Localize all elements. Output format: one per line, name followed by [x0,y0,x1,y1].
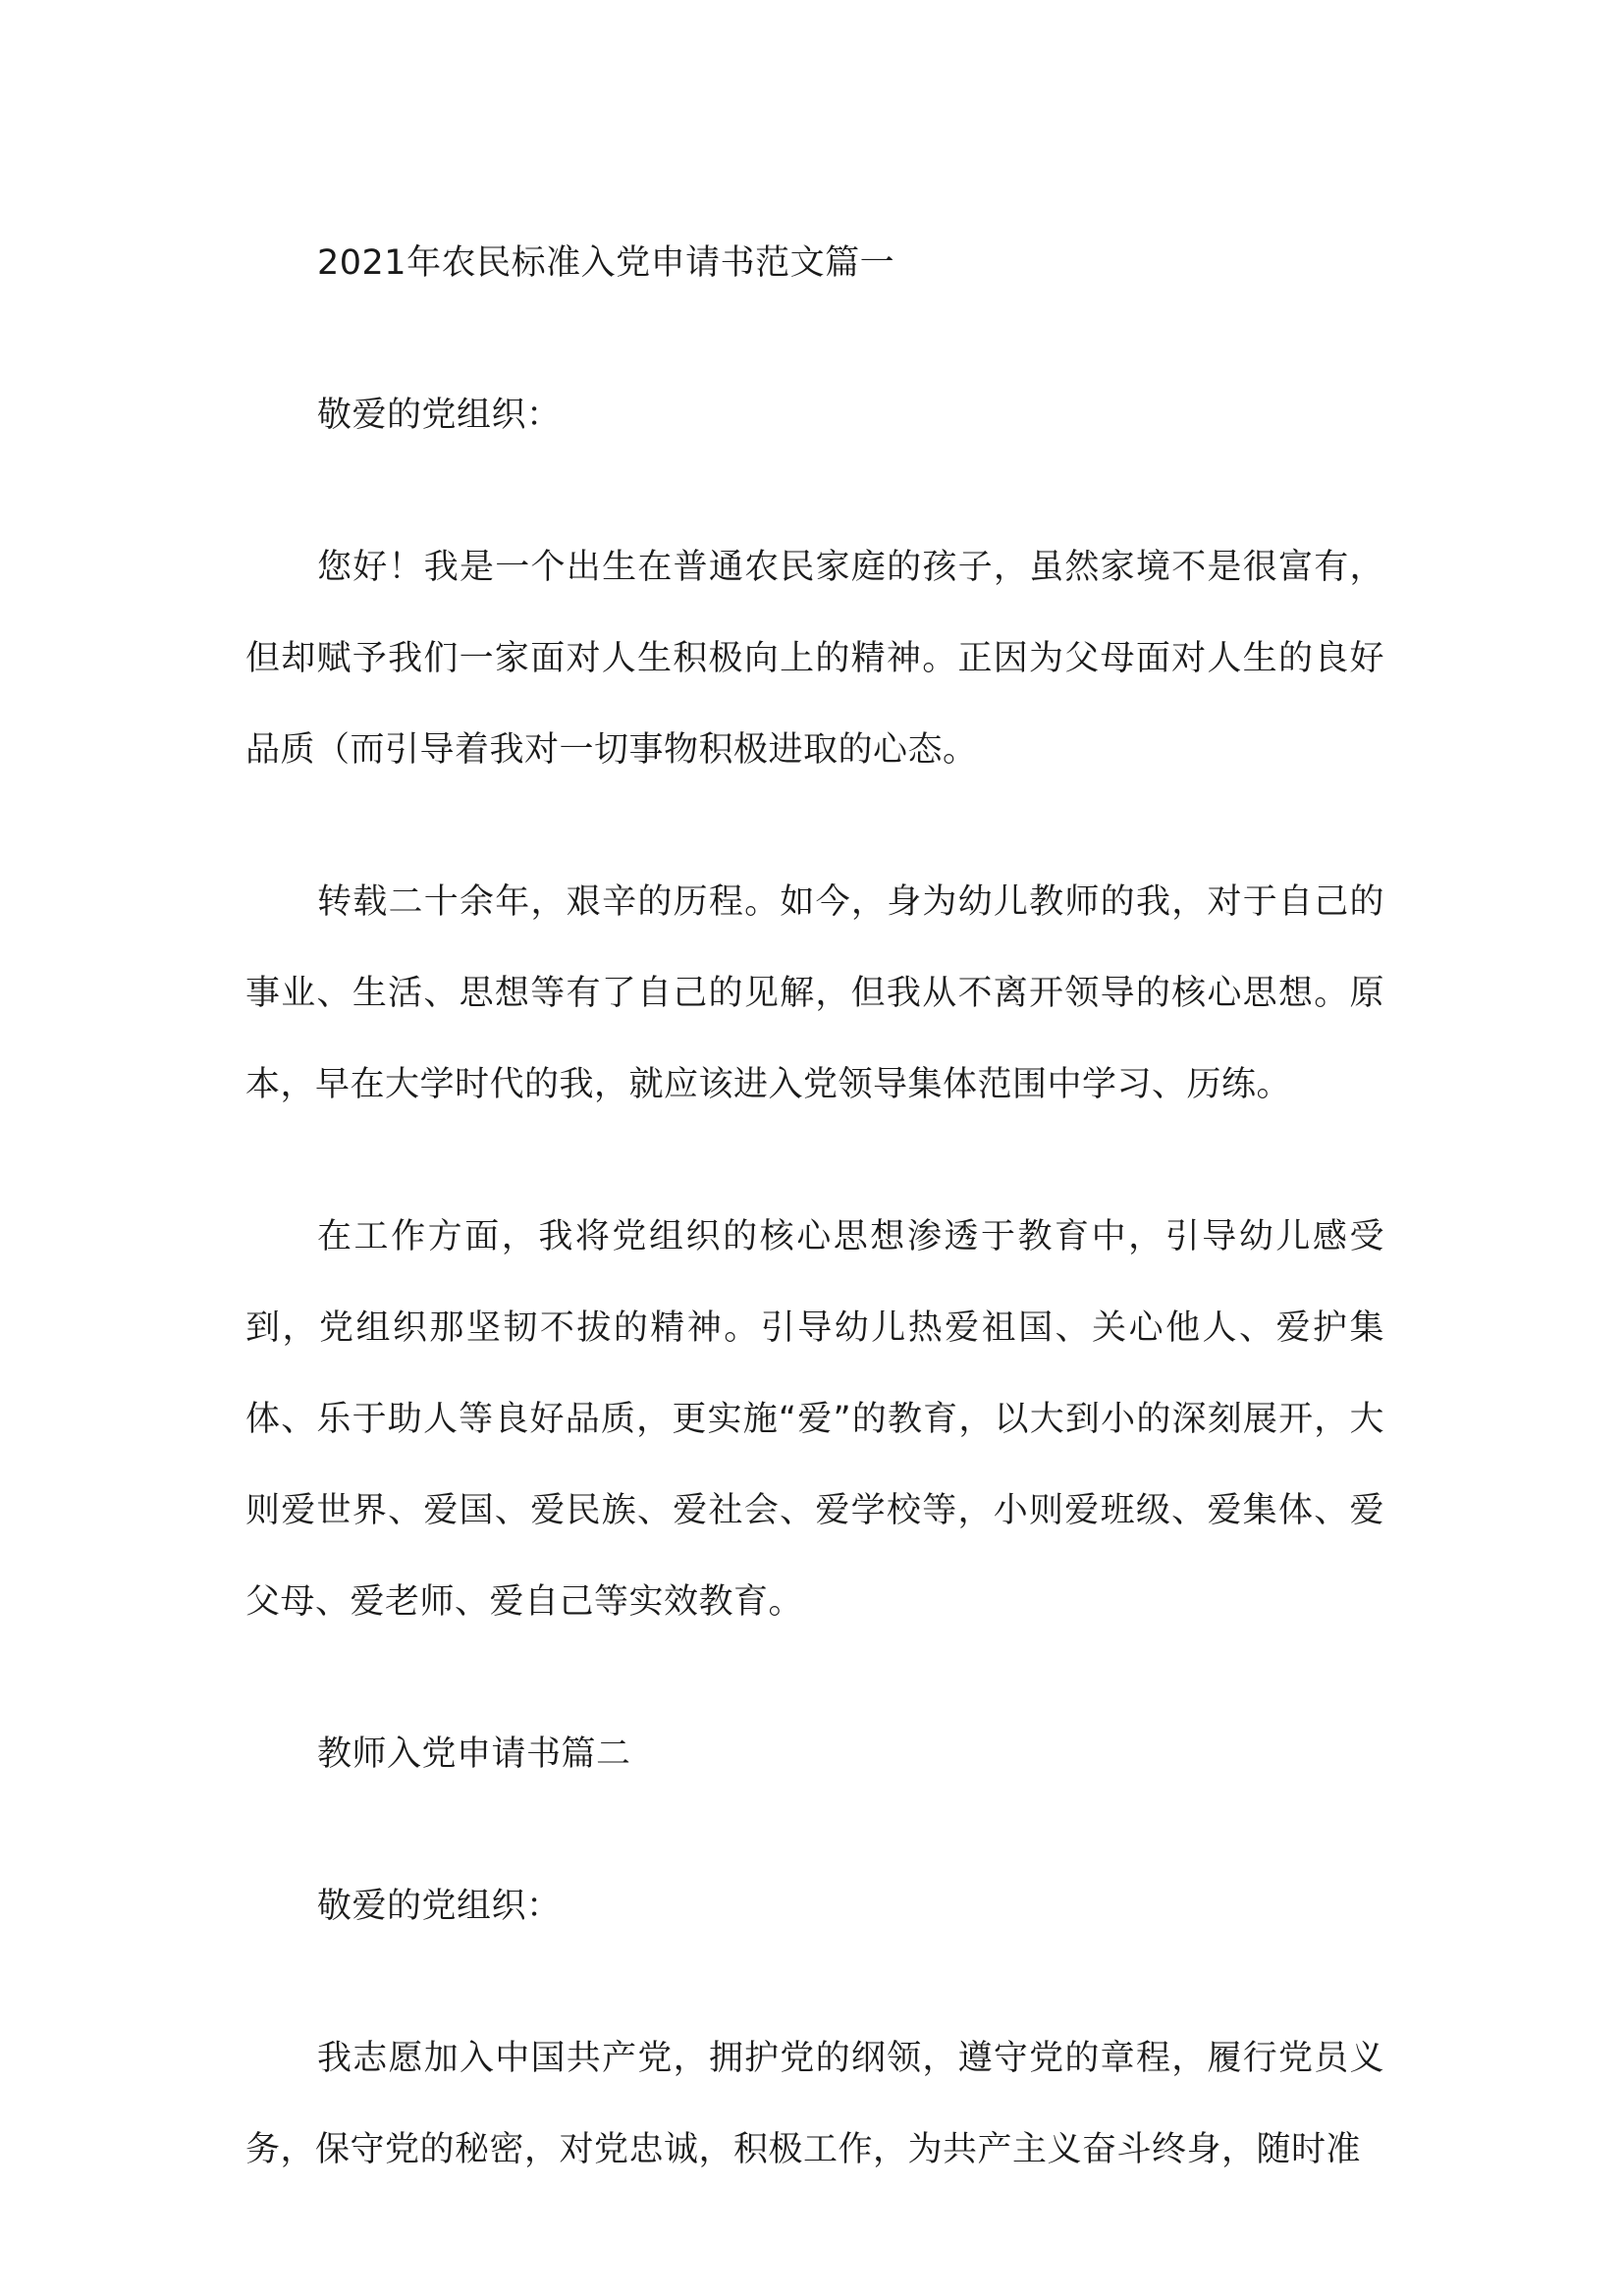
section-2-paragraph-1: 我志愿加入中国共产党，拥护党的纲领，遵守党的章程，履行党员义务，保守党的秘密，对党忠诚，积极工作，为共产主义奋斗终身，随时准 [245,2039,1384,2169]
section-1-paragraph-1: 您好！我是一个出生在普通农民家庭的孩子，虽然家境不是很富有，但却赋予我们一家面对人生积极向上的精神。正因为父母面对人生的良好品质（而引导着我对一切事物积极进取的心态。 [245,548,1384,770]
section-1-salutation: 敬爱的党组织： [317,396,562,435]
section-1-paragraph-3: 在工作方面，我将党组织的核心思想渗透于教育中，引导幼儿感受到，党组织那坚韧不拔的精神。引导幼儿热爱祖国、关心他人、爱护集体、乐于助人等良好品质，更实施“爱”的教育，以大到小的深刻展开，大则爱世界、爱国、爱民族、爱社会、爱学校等，小则爱班级、爱集体、爱父母、爱老师、爱自己等实效教育。 [245,1217,1384,1622]
section-1-heading: 2021年农民标准入党申请书范文篇一 [317,243,895,283]
section-2-heading: 教师入党申请书篇二 [317,1735,631,1774]
section-1-paragraph-2: 转载二十余年，艰辛的历程。如今，身为幼儿教师的我，对于自己的事业、生活、思想等有了自己的见解，但我从不离开领导的核心思想。原本，早在大学时代的我，就应该进入党领导集体范围中学习、历练。 [245,882,1384,1104]
section-2-salutation: 敬爱的党组织： [317,1887,562,1926]
document-body [245,218,1384,2196]
